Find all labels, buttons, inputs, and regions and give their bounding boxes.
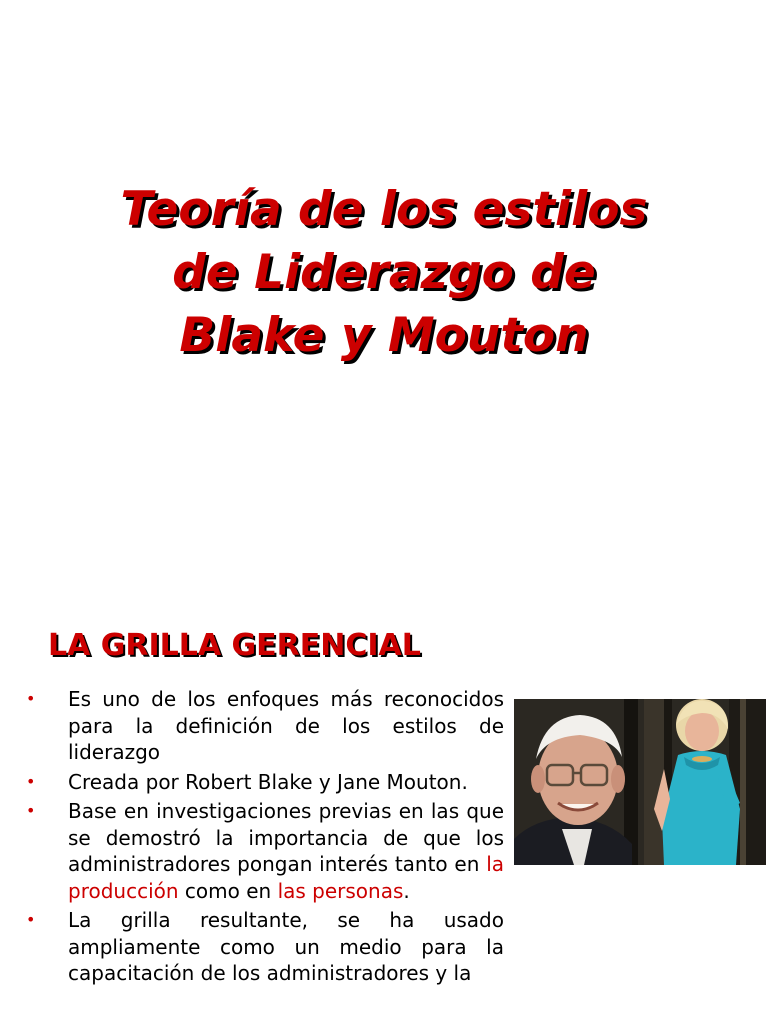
section-heading: LA GRILLA GERENCIAL [48, 628, 421, 663]
title-line-2: de Liderazgo de [172, 245, 596, 300]
bullet-icon: • [26, 689, 36, 708]
bullet-text: La grilla resultante, se ha usado ampliamente como un medio para la capacitación de los administradores y la [68, 908, 504, 985]
highlight-production: la producción [68, 852, 504, 903]
highlight-people: las personas [277, 878, 404, 903]
bullet-text: Es uno de los enfoques más reconocidos para la definición de los estilos de liderazgo [68, 687, 504, 764]
bullet-text: . [403, 878, 410, 903]
bullet-item [26, 907, 504, 987]
title-line-3: Blake y Mouton [179, 308, 589, 363]
bullet-icon: • [26, 801, 36, 820]
bullet-icon: • [26, 771, 36, 791]
authors-photo [514, 699, 766, 865]
bullet-text: Creada por Robert Blake y Jane Mouton. [68, 769, 468, 794]
bullet-item [26, 769, 504, 796]
bullet-list [26, 686, 504, 990]
title-line-1: Teoría de los estilos [120, 182, 648, 237]
bullet-item [26, 686, 504, 766]
slide-title [40, 178, 728, 367]
bullet-icon: • [26, 910, 36, 929]
bullet-text: como en [178, 878, 278, 903]
bullet-item [26, 798, 504, 904]
bullet-text: Base en investigaciones previas en las que se demostró la importancia de que los administradores pongan interés tanto en [68, 799, 504, 876]
